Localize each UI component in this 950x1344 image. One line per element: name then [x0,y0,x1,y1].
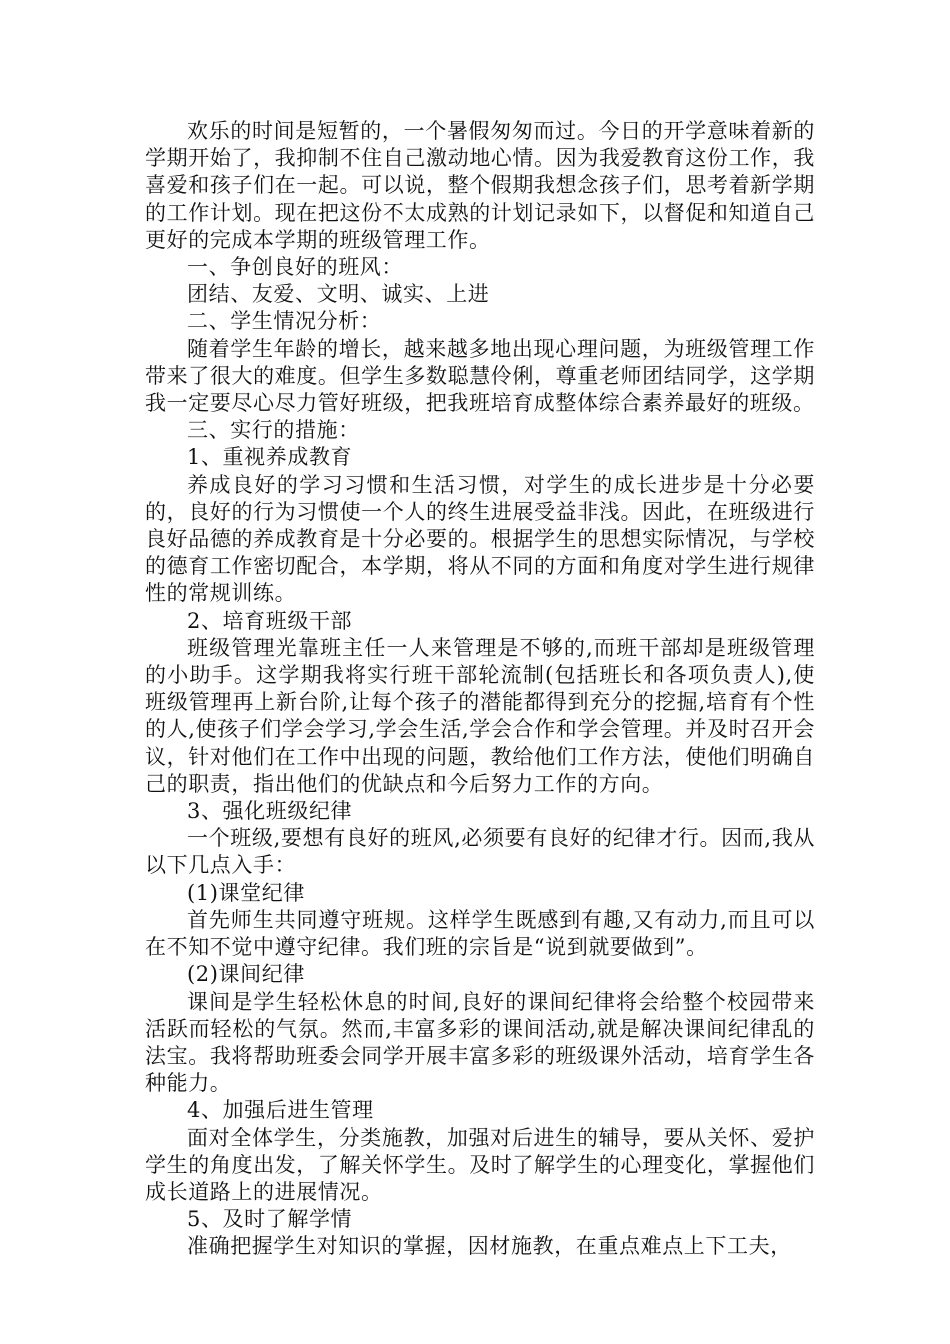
paragraph-break-discipline: 课间是学生轻松休息的时间,良好的课间纪律将会给整个校园带来活跃而轻松的气氛。然而,丰富多彩的课间活动,就是解决课间纪律乱的法宝。我将帮助班委会同学开展丰富多彩的班级课外活动，培育学生各种能力。 [145,989,815,1096]
paragraph-intro: 欢乐的时间是短暂的，一个暑假匆匆而过。今日的开学意味着新的学期开始了，我抑制不住自己激动地心情。因为我爱教育这份工作，我喜爱和孩子们在一起。可以说，整个假期我想念孩子们，思考着新学期的工作计划。现在把这份不太成熟的计划记录如下，以督促和知道自己更好的完成本学期的班级管理工作。 [145,119,815,252]
paragraph-class-cadres: 班级管理光靠班主任一人来管理是不够的,而班干部却是班级管理的小助手。这学期我将实行班干部轮流制(包括班长和各项负责人),使班级管理再上新台阶,让每个孩子的潜能都得到充分的挖掘,培育有个性的人,使孩子们学会学习,学会生活,学会合作和学会管理。并及时召开会议，针对他们在工作中出现的问题，教给他们工作方法，使他们明确自己的职责，指出他们的优缺点和今后努力工作的方向。 [145,635,815,796]
paragraph-class-motto: 团结、友爱、文明、诚实、上进 [187,282,490,307]
subheading-class-cadres: 2、培育班级干部 [187,608,353,633]
document-body [145,118,815,1261]
paragraph-learning-status: 准确把握学生对知识的掌握，因材施教，在重点难点上下工夫， [187,1234,792,1259]
subheading-class-discipline: 3、强化班级纪律 [187,799,353,824]
paragraph-habit-education: 养成良好的学习习惯和生活习惯，对学生的成长进步是十分必要的，良好的行为习惯使一个人的终生进展受益非浅。因此，在班级进行良好品德的养成教育是十分必要的。根据学生的思想实际情况，与学校的德育工作密切配合，本学期，将从不同的方面和角度对学生进行规律性的常规训练。 [145,472,815,606]
subheading-break-discipline: (2)课间纪律 [187,962,305,987]
subheading-classroom-discipline: (1)课堂纪律 [187,880,305,905]
subheading-underachievers: 4、加强后进生管理 [187,1098,374,1123]
paragraph-underachievers: 面对全体学生，分类施教，加强对后进生的辅导，要从关怀、爱护学生的角度出发，了解关怀学生。及时了解学生的心理变化，掌握他们成长道路上的进展情况。 [145,1125,815,1204]
heading-measures: 三、实行的措施： [187,418,360,443]
paragraph-class-discipline: 一个班级,要想有良好的班风,必须要有良好的纪律才行。因而,我从以下几点入手： [145,826,815,878]
paragraph-classroom-discipline: 首先师生共同遵守班规。这样学生既感到有趣,又有动力,而且可以在不知不觉中遵守纪律。我们班的宗旨是“说到就要做到”。 [145,907,815,960]
paragraph-student-analysis: 随着学生年龄的增长，越来越多地出现心理问题，为班级管理工作带来了很大的难度。但学生多数聪慧伶俐，尊重老师团结同学，这学期我一定要尽心尽力管好班级，把我班培育成整体综合素养最好的班级。 [145,336,815,416]
subheading-habit-education: 1、重视养成教育 [187,445,353,470]
heading-class-style: 一、争创良好的班风： [187,255,403,280]
heading-student-analysis: 二、学生情况分析： [187,309,382,334]
subheading-learning-status: 5、及时了解学情 [187,1207,353,1232]
